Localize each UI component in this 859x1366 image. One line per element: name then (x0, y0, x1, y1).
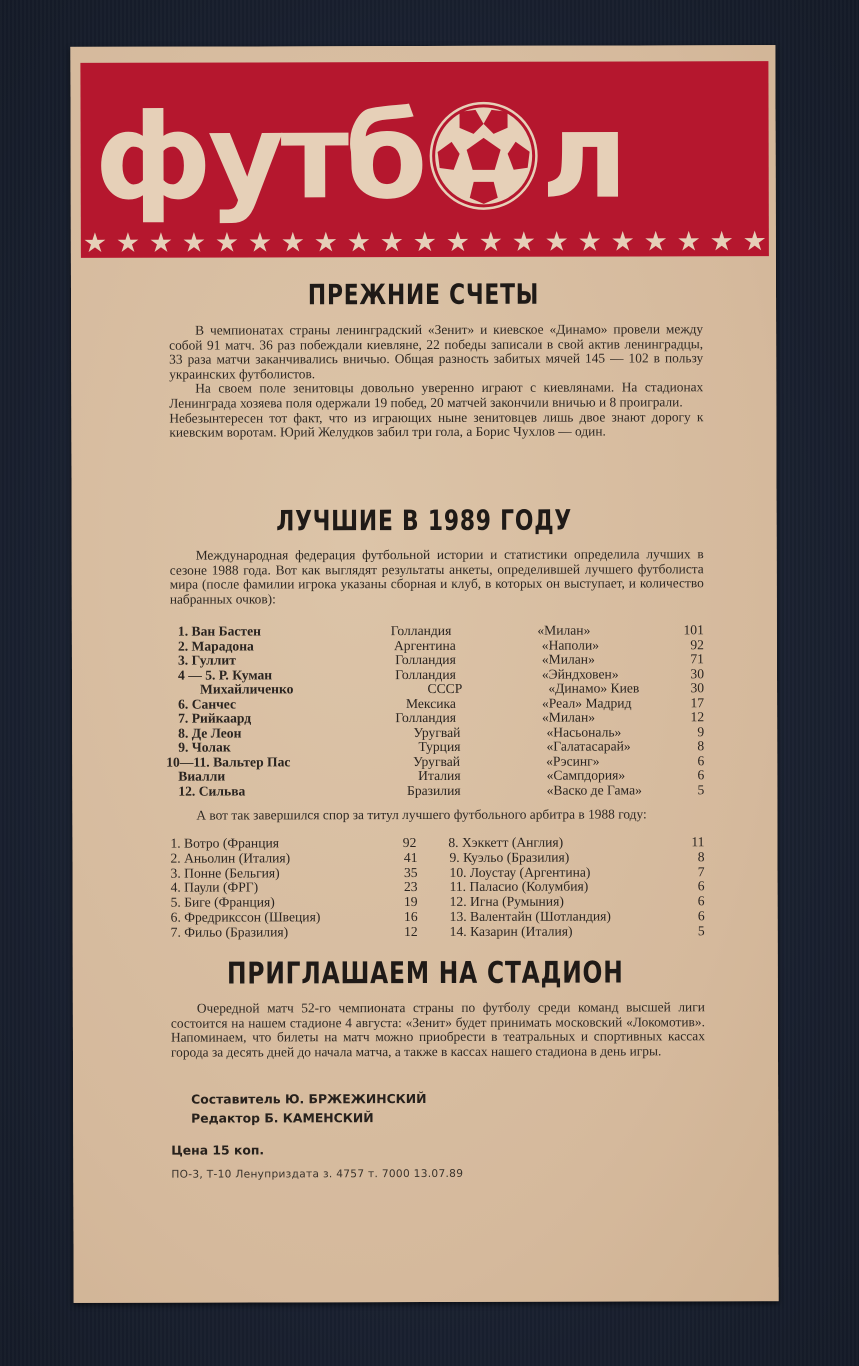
referee-points: 35 (403, 864, 418, 880)
star-icon: ★ (214, 227, 240, 259)
credits (191, 1089, 427, 1128)
player-club: «Галатасарай» (546, 738, 631, 754)
player-club: «Динамо» Киев (548, 680, 640, 696)
player-name: 12. Сильва (178, 782, 246, 799)
player-country: Турция (418, 738, 461, 755)
referee-points: 6 (697, 893, 705, 909)
print-imprint: ПО-3, Т-10 Ленуприздата з. 4757 т. 7000 13.07.89 (171, 1167, 464, 1181)
player-country: Уругвай (413, 753, 461, 769)
referee-entry: 11. Паласио (Колумбия) (449, 878, 589, 895)
table-row (171, 865, 705, 881)
paragraph: Международная федерация футбольной истории и статистики определила лучших в сезоне 1988 года. Вот как выглядят результаты анкеты, определившей лучшего футболиста мира (после фамилии игрока указаны сборная и клуб, в которых он выступает, и количество набранных очков): (169, 546, 704, 607)
star-icon: ★ (676, 226, 701, 258)
player-name: Виалли (178, 768, 226, 784)
referees-table (170, 835, 704, 940)
star-icon: ★ (577, 226, 602, 258)
player-points: 101 (683, 622, 704, 638)
invitation-text (171, 1000, 705, 1060)
table-row (171, 880, 705, 896)
player-name: 8. Де Леон (178, 724, 242, 741)
star-row (82, 226, 767, 259)
referee-entry: 5. Биге (Франция) (170, 894, 275, 910)
player-country: Голландия (395, 709, 456, 726)
section-title-previous-scores: ПРЕЖНИЕ СЧЕТЫ (307, 277, 540, 312)
editor-credit: Редактор Б. КАМЕНСКИЙ (191, 1110, 374, 1126)
star-icon: ★ (610, 226, 635, 258)
referee-entry: 13. Валентайн (Шотландия) (449, 908, 611, 924)
player-name: 4 — 5. Р. Куман (177, 666, 273, 683)
player-points: 9 (697, 723, 705, 739)
table-row (178, 783, 704, 799)
star-icon: ★ (115, 227, 141, 259)
table-row (170, 835, 704, 851)
price-label: Цена 15 коп. (171, 1142, 265, 1158)
player-country: Голландия (395, 651, 456, 668)
referee-entry: 10. Лоустау (Аргентина) (449, 864, 591, 880)
player-club: «Реал» Мадрид (541, 694, 632, 711)
star-icon: ★ (544, 226, 569, 258)
table-row (178, 623, 704, 639)
player-club: «Милан» (541, 651, 595, 667)
star-icon: ★ (181, 227, 207, 259)
star-icon: ★ (643, 226, 668, 258)
player-club: «Васко де Гама» (546, 781, 642, 798)
star-icon: ★ (82, 227, 108, 259)
player-name: 9. Чолак (178, 739, 231, 755)
table-row (178, 652, 704, 668)
player-name: 3. Гуллит (177, 652, 236, 668)
star-icon: ★ (313, 227, 339, 259)
referee-entry: 2. Аньолин (Италия) (170, 850, 291, 866)
player-country: Голландия (395, 666, 456, 682)
table-row (178, 739, 704, 755)
player-points: 6 (697, 767, 705, 783)
section-title-best-1989: ЛУЧШИЕ В 1989 ГОДУ (276, 503, 573, 538)
player-club: «Милан» (541, 709, 596, 725)
referee-points: 5 (697, 923, 705, 939)
star-icon: ★ (379, 227, 404, 259)
referee-intro-text (170, 807, 704, 823)
player-country: Аргентина (393, 637, 456, 653)
players-table (166, 622, 705, 799)
referee-entry: 6. Фредрикссон (Швеция) (170, 909, 321, 925)
table-row (171, 909, 705, 925)
player-country: Италия (418, 767, 461, 784)
logo-text-left: футб (94, 87, 424, 226)
referee-points: 19 (403, 894, 418, 910)
section-title-invitation: ПРИГЛАШАЕМ НА СТАДИОН (226, 955, 624, 992)
player-club: «Эйндховен» (541, 665, 619, 682)
player-points: 30 (690, 680, 705, 696)
player-name: 6. Санчес (178, 695, 237, 712)
player-name: 1. Ван Бастен (177, 623, 261, 639)
player-points: 8 (697, 738, 705, 754)
paragraph: Очередной матч 52-го чемпионата страны по футболу среди команд высшей лиги состоится на нашем стадионе 4 августа: «Зенит» будет принимать московский «Локомотив». Напоминаем, что билеты на матч можно приобрести в театральных и спортивных кассах города за десять дней до начала матча, а также в кассах нашего стадиона в день игры. (170, 999, 705, 1060)
paragraph: А вот так завершился спор за титул лучшего футбольного арбитра в 1988 году: (196, 806, 647, 823)
star-icon: ★ (412, 226, 437, 259)
referee-entry: 12. Игна (Румыния) (449, 893, 564, 910)
star-icon: ★ (478, 226, 503, 258)
paragraph: В чемпионатах страны ленинградский «Зенит» и киевское «Динамо» провели между собой 91 матч. 36 раз побеждали киевляне, 22 победы записали в свой актив ленинградцы, 33 раза матчи заканчивались вничью. Общая разность забитых мячей 145 — 102 в пользу украинских футболистов. (169, 321, 704, 382)
player-points: 12 (690, 709, 705, 725)
player-name: Михайличенко (200, 681, 294, 697)
player-points: 6 (697, 752, 705, 768)
best-intro-text (170, 547, 704, 607)
referee-points: 6 (697, 908, 705, 924)
table-row (171, 924, 705, 940)
player-name: 10—11. Вальтер Пас (166, 753, 291, 770)
star-icon: ★ (247, 227, 273, 259)
player-points: 5 (697, 781, 705, 797)
player-country: Голландия (390, 622, 452, 639)
player-club: «Рэсинг» (546, 753, 600, 769)
player-name: 2. Марадона (177, 637, 254, 654)
referee-points: 12 (404, 923, 418, 939)
previous-scores-text (169, 322, 703, 440)
player-points: 30 (690, 665, 705, 681)
referee-entry: 14. Казарин (Италия) (449, 923, 573, 939)
star-icon: ★ (709, 226, 734, 258)
star-icon: ★ (148, 227, 174, 259)
player-country: Мексика (405, 695, 456, 711)
referee-entry: 4. Паули (ФРГ) (170, 879, 259, 896)
referee-points: 23 (403, 879, 418, 895)
header-banner (80, 61, 769, 258)
player-club: «Насьональ» (546, 723, 622, 740)
referee-points: 6 (697, 878, 705, 894)
star-icon: ★ (511, 226, 536, 258)
player-club: «Сампдория» (546, 767, 626, 783)
programme-sheet (70, 45, 778, 1303)
referee-points: 11 (691, 834, 705, 850)
soccer-ball-icon (429, 102, 537, 210)
referee-points: 92 (402, 835, 417, 851)
star-icon: ★ (346, 227, 372, 259)
player-name: 7. Рийкаард (178, 710, 252, 726)
star-icon: ★ (280, 227, 306, 259)
referee-points: 16 (404, 909, 418, 925)
logo-futbol (94, 86, 764, 226)
table-row (178, 710, 704, 726)
player-country: Бразилия (406, 782, 461, 798)
player-points: 92 (690, 636, 704, 652)
referee-entry: 3. Понне (Бельгия) (170, 864, 280, 881)
compiler-credit: Составитель Ю. БРЖЕЖИНСКИЙ (191, 1090, 427, 1107)
player-club: «Милан» (537, 622, 591, 638)
referee-points: 41 (403, 849, 418, 865)
player-country: СССР (427, 680, 463, 696)
content (70, 45, 775, 1181)
referee-entry: 7. Фильо (Бразилия) (170, 924, 289, 940)
referee-entry: 9. Куэльо (Бразилия) (449, 849, 570, 865)
player-points: 71 (690, 651, 704, 667)
logo-text-right: л (541, 86, 625, 225)
referee-entry: 8. Хэккетт (Англия) (448, 834, 564, 850)
paragraph: Небезынтересен тот факт, что из играющих ныне зенитовцев лишь двое знают дорогу к киевским воротам. Юрий Желудков забил три гола, а Борис Чухлов — один. (169, 408, 704, 440)
referee-points: 8 (697, 849, 705, 865)
star-icon: ★ (742, 226, 767, 258)
table-row (170, 850, 704, 866)
player-club: «Наполи» (541, 637, 600, 653)
table-row (171, 894, 705, 910)
referee-points: 7 (697, 863, 705, 879)
player-country: Уругвай (413, 724, 461, 740)
player-points: 17 (690, 694, 705, 710)
paragraph: На своем поле зенитовцы довольно уверенно играют с киевлянами. На стадионах Ленинграда хозяева поля одержали 19 побед, 20 матчей закончили вничью и 8 проиграли. (169, 379, 704, 411)
referee-entry: 1. Вотро (Франция (170, 835, 280, 851)
star-icon: ★ (445, 226, 470, 258)
